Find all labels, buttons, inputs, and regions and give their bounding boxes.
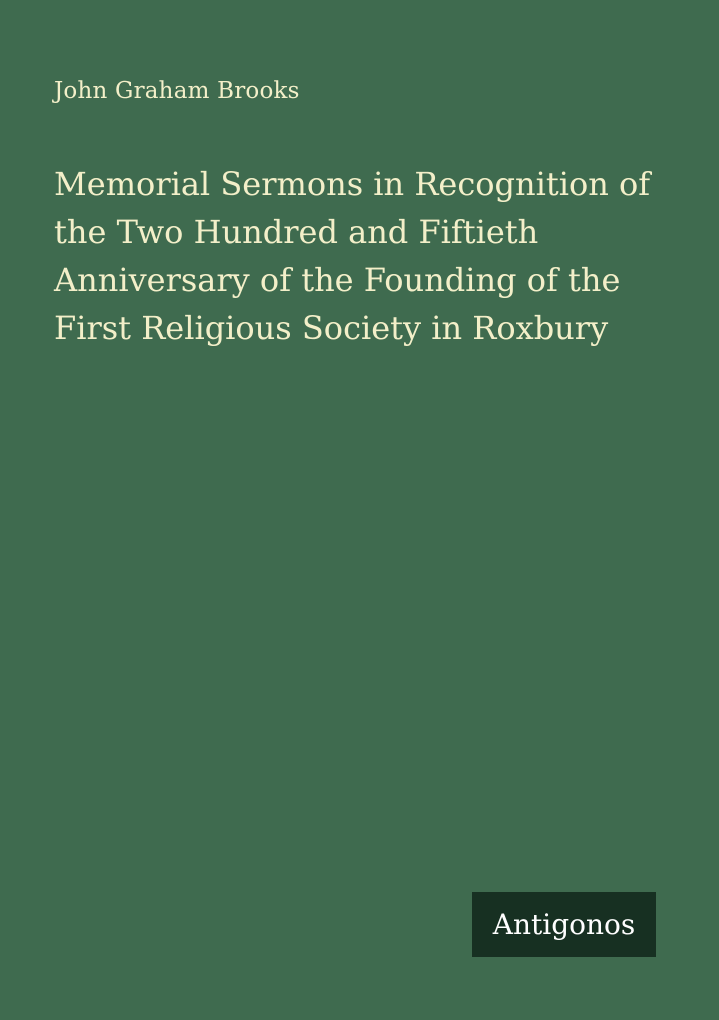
book-title [54,160,674,352]
title-line-2: the Two Hundred and Fiftieth [54,213,539,251]
author-name: John Graham Brooks [54,78,300,104]
title-line-4: First Religious Society in Roxbury [54,309,609,347]
title-line-1: Memorial Sermons in Recognition of [54,165,651,203]
title-line-3: Anniversary of the Founding of the [54,261,621,299]
publisher-badge: Antigonos [472,892,656,957]
